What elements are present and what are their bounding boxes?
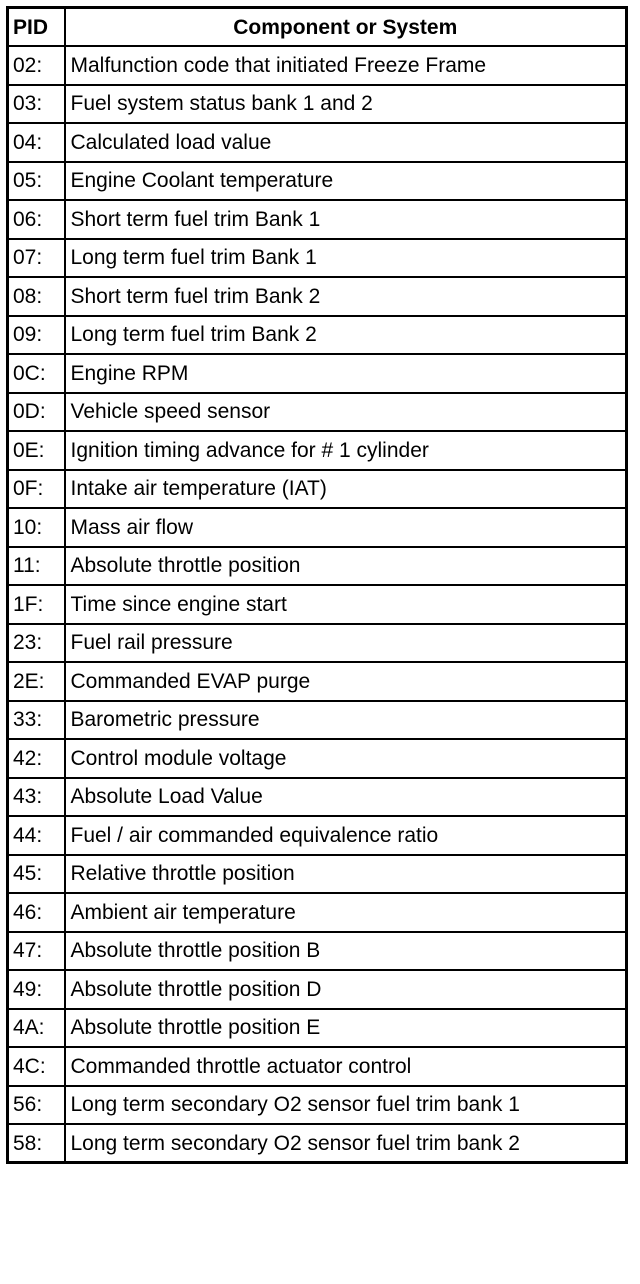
pid-cell: 43:	[8, 778, 65, 817]
pid-cell: 4C:	[8, 1047, 65, 1086]
table-row	[8, 200, 627, 239]
pid-cell: 49:	[8, 970, 65, 1009]
table-row	[8, 855, 627, 894]
pid-cell: 0F:	[8, 470, 65, 509]
component-cell: Absolute throttle position	[65, 547, 627, 586]
component-cell: Long term secondary O2 sensor fuel trim bank 2	[65, 1124, 627, 1163]
table-row	[8, 893, 627, 932]
component-cell: Malfunction code that initiated Freeze Frame	[65, 46, 627, 85]
pid-cell: 33:	[8, 701, 65, 740]
component-cell: Time since engine start	[65, 585, 627, 624]
pid-cell: 10:	[8, 508, 65, 547]
component-cell: Calculated load value	[65, 123, 627, 162]
table-row	[8, 932, 627, 971]
pid-cell: 11:	[8, 547, 65, 586]
component-cell: Commanded throttle actuator control	[65, 1047, 627, 1086]
component-cell: Fuel system status bank 1 and 2	[65, 85, 627, 124]
pid-cell: 4A:	[8, 1009, 65, 1048]
table-row	[8, 393, 627, 432]
pid-cell: 42:	[8, 739, 65, 778]
pid-cell: 04:	[8, 123, 65, 162]
pid-cell: 58:	[8, 1124, 65, 1163]
pid-cell: 56:	[8, 1086, 65, 1125]
table-row	[8, 277, 627, 316]
table-row	[8, 431, 627, 470]
component-cell: Long term secondary O2 sensor fuel trim bank 1	[65, 1086, 627, 1125]
pid-cell: 46:	[8, 893, 65, 932]
component-cell: Fuel rail pressure	[65, 624, 627, 663]
component-cell: Relative throttle position	[65, 855, 627, 894]
pid-cell: 09:	[8, 316, 65, 355]
pid-cell: 05:	[8, 162, 65, 201]
table-row	[8, 162, 627, 201]
table-header	[8, 8, 627, 47]
component-cell: Engine Coolant temperature	[65, 162, 627, 201]
component-cell: Ambient air temperature	[65, 893, 627, 932]
pid-cell: 0D:	[8, 393, 65, 432]
table-row	[8, 1086, 627, 1125]
pid-table	[6, 6, 628, 1164]
pid-cell: 0E:	[8, 431, 65, 470]
table-row	[8, 1124, 627, 1163]
component-cell: Commanded EVAP purge	[65, 662, 627, 701]
table-row	[8, 778, 627, 817]
pid-cell: 44:	[8, 816, 65, 855]
table-row	[8, 123, 627, 162]
component-cell: Fuel / air commanded equivalence ratio	[65, 816, 627, 855]
table-row	[8, 739, 627, 778]
component-cell: Barometric pressure	[65, 701, 627, 740]
pid-cell: 1F:	[8, 585, 65, 624]
component-cell: Long term fuel trim Bank 1	[65, 239, 627, 278]
pid-cell: 02:	[8, 46, 65, 85]
component-cell: Absolute throttle position B	[65, 932, 627, 971]
component-cell: Control module voltage	[65, 739, 627, 778]
table-row	[8, 85, 627, 124]
pid-cell: 23:	[8, 624, 65, 663]
table-row	[8, 508, 627, 547]
header-pid: PID	[8, 8, 65, 47]
table-row	[8, 624, 627, 663]
pid-cell: 08:	[8, 277, 65, 316]
component-cell: Short term fuel trim Bank 1	[65, 200, 627, 239]
table-row	[8, 316, 627, 355]
component-cell: Intake air temperature (IAT)	[65, 470, 627, 509]
pid-cell: 45:	[8, 855, 65, 894]
table-row	[8, 1047, 627, 1086]
pid-cell: 03:	[8, 85, 65, 124]
component-cell: Vehicle speed sensor	[65, 393, 627, 432]
pid-cell: 06:	[8, 200, 65, 239]
header-component: Component or System	[65, 8, 627, 47]
component-cell: Short term fuel trim Bank 2	[65, 277, 627, 316]
pid-cell: 0C:	[8, 354, 65, 393]
table-body	[8, 46, 627, 1163]
table-row	[8, 701, 627, 740]
pid-cell: 2E:	[8, 662, 65, 701]
table-row	[8, 354, 627, 393]
table-row	[8, 46, 627, 85]
table-row	[8, 1009, 627, 1048]
table-row	[8, 239, 627, 278]
component-cell: Absolute Load Value	[65, 778, 627, 817]
component-cell: Absolute throttle position D	[65, 970, 627, 1009]
table-row	[8, 970, 627, 1009]
component-cell: Mass air flow	[65, 508, 627, 547]
component-cell: Ignition timing advance for # 1 cylinder	[65, 431, 627, 470]
component-cell: Engine RPM	[65, 354, 627, 393]
table-row	[8, 816, 627, 855]
table-row	[8, 662, 627, 701]
table-row	[8, 547, 627, 586]
component-cell: Long term fuel trim Bank 2	[65, 316, 627, 355]
table-row	[8, 470, 627, 509]
pid-cell: 07:	[8, 239, 65, 278]
header-row	[8, 8, 627, 47]
pid-cell: 47:	[8, 932, 65, 971]
component-cell: Absolute throttle position E	[65, 1009, 627, 1048]
table-row	[8, 585, 627, 624]
